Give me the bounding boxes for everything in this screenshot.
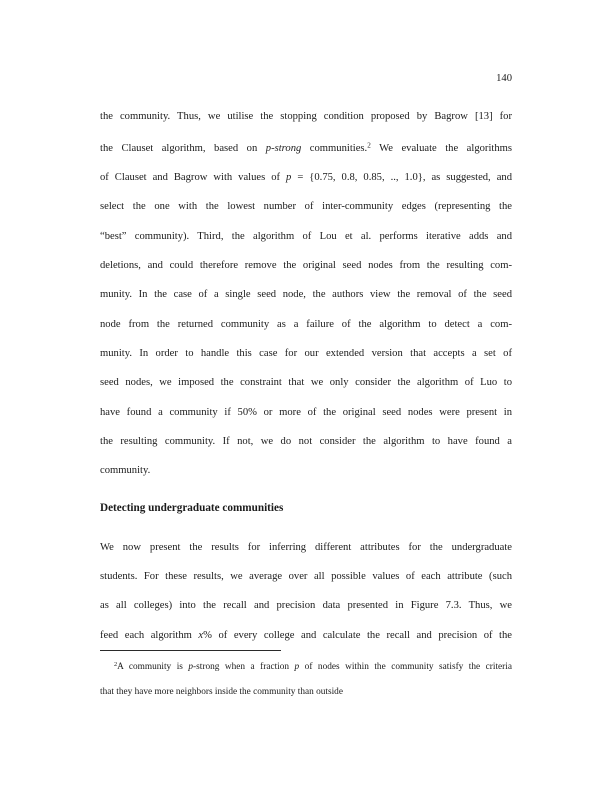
text-line: munity. In the case of a single seed node, the authors view the removal of the seed — [100, 289, 512, 301]
text-line: deletions, and could therefore remove the original seed nodes from the resulting com- — [100, 260, 512, 272]
footnote — [100, 653, 512, 705]
text-line: node from the returned community as a failure of the algorithm to detect a com- — [100, 318, 512, 330]
text-line: seed nodes, we imposed the constraint that we only consider the algorithm of Luo to — [100, 377, 512, 389]
text-line: have found a community if 50% or more of the original seed nodes were present in — [100, 406, 512, 418]
text-line: select the one with the lowest number of inter-community edges (representing the — [100, 201, 512, 213]
text-line: “best” community). Third, the algorithm of Lou et al. performs iterative adds and — [100, 230, 512, 242]
text-line: feed each algorithm x% of every college and calculate the recall and precision of the — [100, 629, 512, 641]
section-heading: Detecting undergraduate communities — [100, 502, 284, 515]
text-line: We now present the results for inferring different attributes for the undergraduate — [100, 541, 512, 553]
text-line: munity. In order to handle this case for our extended version that accepts a set of — [100, 347, 512, 359]
text-line: the resulting community. If not, we do not consider the algorithm to have found a — [100, 435, 512, 447]
paragraph-2 — [100, 533, 512, 650]
text-line: community. — [100, 465, 151, 477]
text-line: that they have more neighbors inside the community than outside — [100, 686, 343, 697]
text-line: $^2$A community is p-strong when a fraction p of nodes within the community satisfy the criteria — [114, 661, 512, 673]
footnote-rule — [100, 650, 281, 651]
text-line: of Clauset and Bagrow with values of p = {0.75, 0.8, 0.85, .., 1.0}, as suggested, and — [100, 172, 512, 184]
text-line: the community. Thus, we utilise the stopping condition proposed by Bagrow [13] for — [100, 111, 512, 122]
text-line: students. For these results, we average over all possible values of each attribute (such — [100, 571, 512, 583]
text-line: the Clauset algorithm, based on p-strong communities.$^2$ We evaluate the algorithms — [100, 141, 512, 154]
body-text — [100, 102, 512, 650]
text-line: as all colleges) into the recall and precision data presented in Figure 7.3. Thus, we — [100, 600, 512, 612]
page-number: 140 — [496, 73, 512, 84]
paragraph-1 — [100, 102, 512, 485]
